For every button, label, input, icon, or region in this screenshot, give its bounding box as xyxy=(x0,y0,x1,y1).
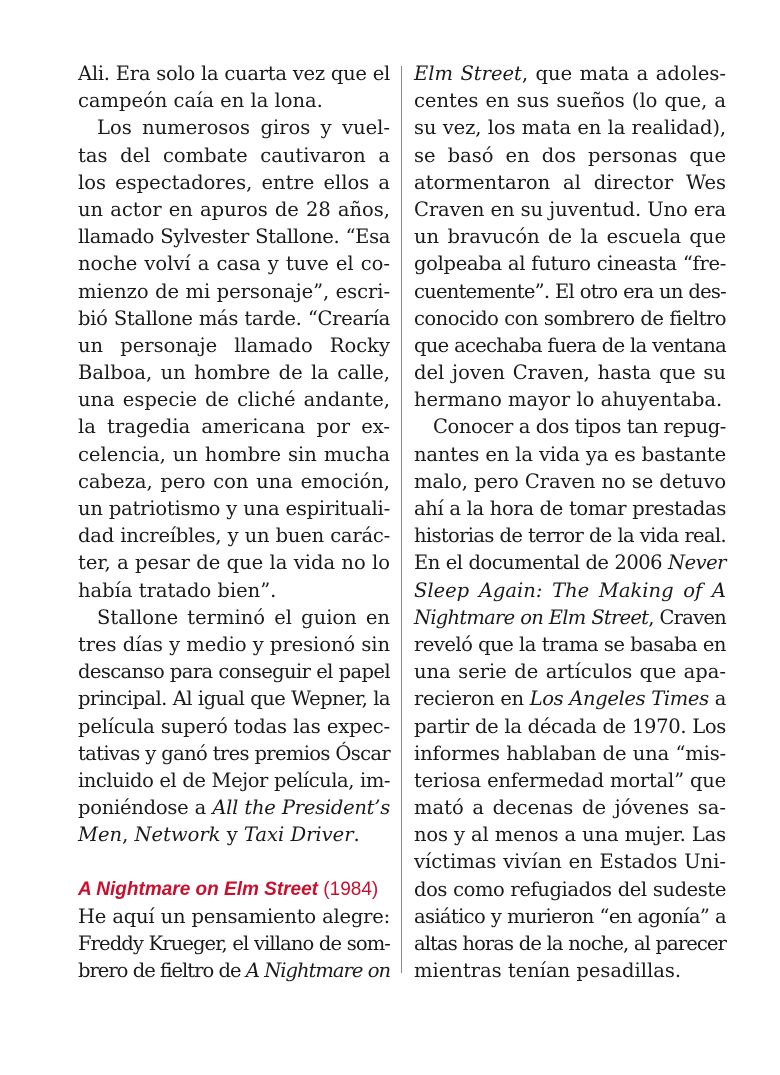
text-span: recieron en xyxy=(414,687,530,711)
text-line xyxy=(78,794,390,821)
text-span: . xyxy=(353,823,360,847)
text-line xyxy=(414,685,726,712)
text-span: a xyxy=(708,687,726,711)
text-line: ter, a pesar de que la vida no lo xyxy=(78,551,390,575)
text-line: Freddy Krueger, el villano de som- xyxy=(78,932,390,955)
text-line: noche volví a casa y tuve el co- xyxy=(78,252,390,276)
section-heading xyxy=(78,876,390,903)
text-line: mienzo de mi personaje”, escri- xyxy=(78,279,390,303)
text-line xyxy=(414,577,726,604)
text-line: historias de terror de la vida real. xyxy=(414,524,726,548)
text-line: informes hablaban de una “mis- xyxy=(414,741,726,765)
text-line: Stallone terminó el guion en xyxy=(97,605,390,629)
text-line xyxy=(414,60,726,87)
text-span: y xyxy=(220,823,244,847)
text-line: Craven en su juventud. Uno era xyxy=(414,197,726,221)
text-line: asiático y murieron “en agonía” a xyxy=(414,904,726,928)
text-line: nantes en la vida ya es bastante xyxy=(414,442,726,466)
heading-year: (1984) xyxy=(323,878,379,900)
paragraph-freddy-origin xyxy=(414,60,726,413)
text-line: campeón caía en la lona. xyxy=(78,89,323,113)
text-line: Balboa, un hombre de la calle, xyxy=(78,361,390,385)
text-line: descanso para conseguir el papel xyxy=(78,660,390,684)
text-line: su vez, los mata en la realidad), xyxy=(414,116,726,140)
italic-title: Never xyxy=(668,551,726,575)
italic-title: Nightmare on Elm Street xyxy=(414,605,649,629)
text-line: que acechaba fuera de la ventana xyxy=(414,333,726,357)
text-line: altas horas de la noche, al parecer xyxy=(414,932,726,955)
italic-title: Elm Street xyxy=(414,62,522,85)
text-line: conocido con sombrero de fieltro xyxy=(414,306,726,330)
text-line: un patriotismo y una espirituali- xyxy=(78,497,390,520)
paragraph-stallone-inspiration xyxy=(78,114,390,603)
text-line: los espectadores, entre ellos a xyxy=(78,170,390,194)
text-line: mientras tenían pesadillas. xyxy=(414,959,682,983)
text-line: bió Stallone más tarde. “Crearía xyxy=(78,306,390,330)
text-line xyxy=(78,821,390,848)
text-line: un actor en apuros de 28 años, xyxy=(78,197,390,221)
text-line: llamado Sylvester Stallone. “Esa xyxy=(78,225,390,249)
text-line xyxy=(78,957,390,984)
text-line: la tragedia americana por ex- xyxy=(78,415,390,439)
paragraph-nightmare-intro xyxy=(78,903,390,985)
text-line: hermano mayor lo ahuyentaba. xyxy=(414,388,723,412)
section-gap xyxy=(78,848,390,875)
text-line: incluido el de Mejor película, im- xyxy=(78,768,390,792)
text-line: reveló que la trama se basaba en xyxy=(414,632,726,656)
right-column xyxy=(414,60,726,984)
italic-title: Taxi Driver xyxy=(243,823,354,847)
text-line: tas del combate cautivaron a xyxy=(78,143,390,167)
text-line: ahí a la hora de tomar prestadas xyxy=(414,497,726,520)
text-line: tres días y medio y presionó sin xyxy=(78,632,390,656)
italic-title: All the President’s xyxy=(212,796,390,820)
heading-title: A Nightmare on Elm Street xyxy=(78,878,319,900)
italic-title: A Nightmare on xyxy=(245,959,391,983)
text-line: centes en sus sueños (lo que, a xyxy=(414,89,726,113)
text-line: se basó en dos personas que xyxy=(414,143,726,167)
italic-title: Los Angeles Times xyxy=(529,687,709,711)
text-span: , que mata a adoles- xyxy=(521,62,726,85)
text-line: cuentemente”. El otro era un des- xyxy=(414,279,726,303)
text-line: tativas y ganó tres premios Óscar xyxy=(78,741,390,765)
text-line: del joven Craven, hasta que su xyxy=(414,361,726,385)
text-line: principal. Al igual que Wepner, la xyxy=(78,687,390,711)
text-span: , Craven xyxy=(648,605,726,629)
text-line: celencia, un hombre sin mucha xyxy=(78,442,390,466)
text-line: He aquí un pensamiento alegre: xyxy=(78,904,390,928)
paragraph-stallone-script xyxy=(78,604,390,849)
text-line: víctimas vivían en Estados Uni- xyxy=(414,850,726,874)
text-line: cabeza, pero con una emoción, xyxy=(78,469,390,493)
text-line: una especie de cliché andante, xyxy=(78,388,390,412)
italic-title: Network xyxy=(134,823,221,847)
text-line: había tratado bien”. xyxy=(78,578,277,602)
text-span: , xyxy=(122,823,135,847)
text-line: película superó todas las expec- xyxy=(78,714,390,738)
text-line: atormentaron al director Wes xyxy=(414,170,726,194)
text-line: Ali. Era solo la cuarta vez que el xyxy=(78,62,390,85)
text-line: mató a decenas de jóvenes sa- xyxy=(414,796,726,820)
text-line: Los numerosos giros y vuel- xyxy=(97,116,390,140)
paragraph-craven-inspiration xyxy=(414,413,726,984)
text-line xyxy=(414,549,726,576)
text-line xyxy=(414,604,726,631)
column-divider xyxy=(401,66,402,973)
left-column xyxy=(78,60,390,984)
text-line: nos y al menos a una mujer. Las xyxy=(414,823,726,847)
text-span: poniéndose a xyxy=(78,796,213,820)
italic-title: Sleep Again: The Making of A xyxy=(414,578,726,602)
text-line: dad increíbles, y un buen carác- xyxy=(78,524,390,548)
paragraph-rocky-end xyxy=(78,60,390,114)
text-line: partir de la década de 1970. Los xyxy=(414,714,726,738)
text-line: dos como refugiados del sudeste xyxy=(414,877,726,901)
text-line: una serie de artículos que apa- xyxy=(414,660,726,684)
text-span: brero de fieltro de xyxy=(78,959,246,983)
text-line: un bravucón de la escuela que xyxy=(414,225,726,249)
text-line: un personaje llamado Rocky xyxy=(78,333,390,357)
text-line: teriosa enfermedad mortal” que xyxy=(414,768,726,792)
text-span: En el documental de 2006 xyxy=(414,551,669,575)
text-line: golpeaba al futuro cineasta “fre- xyxy=(414,252,726,276)
text-line: Conocer a dos tipos tan repug- xyxy=(433,415,726,439)
italic-title: Men xyxy=(78,823,123,847)
text-line: malo, pero Craven no se detuvo xyxy=(414,469,726,493)
